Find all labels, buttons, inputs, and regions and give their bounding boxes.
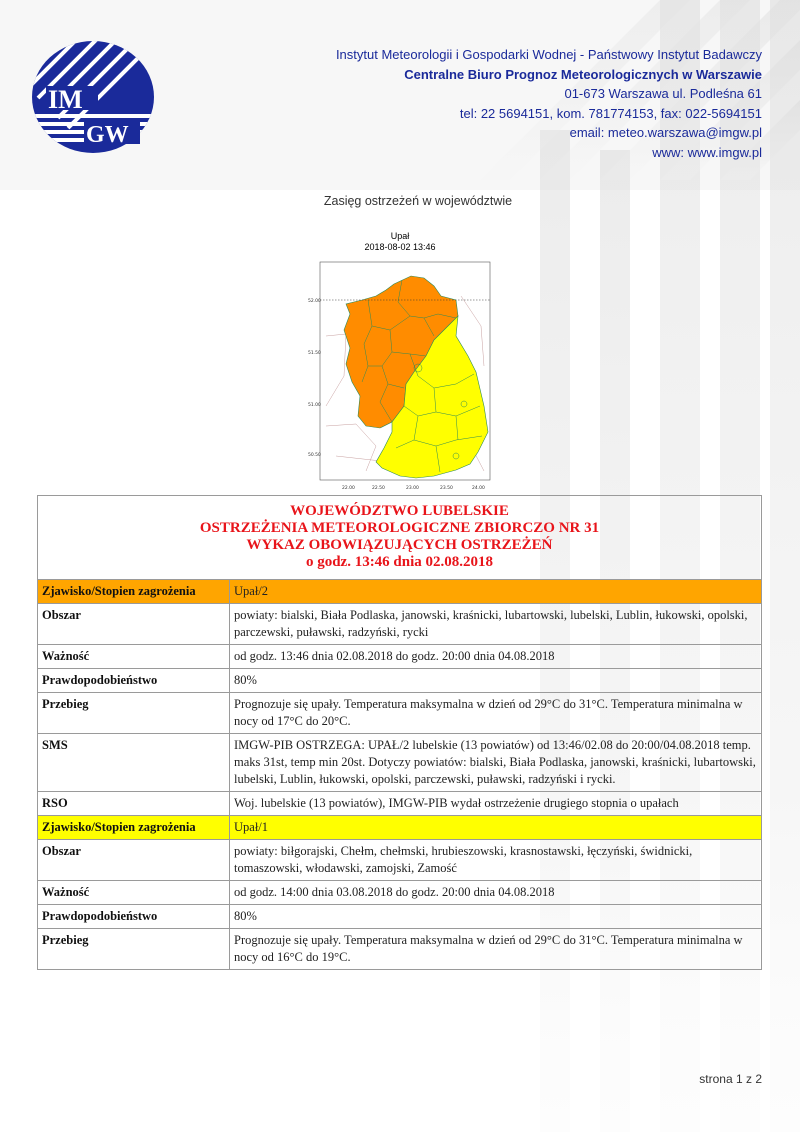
y-tick: 51.50: [308, 351, 321, 356]
warning-1-rso-row: [38, 792, 762, 816]
website[interactable]: www: www.imgw.pl: [652, 144, 762, 160]
imgw-logo: [28, 38, 158, 156]
map-title: Upał: [390, 231, 410, 241]
phenomenon-value: Upał/1: [230, 816, 762, 840]
warning-2-validity-row: [38, 881, 762, 905]
warning-2-probability-row: [38, 905, 762, 929]
phone: tel: 22 5694151, kom. 781774153, fax: 022-5694151: [459, 105, 762, 121]
validity-label: Ważność: [38, 645, 230, 669]
bulletin-title: OSTRZEŻENIA METEOROLOGICZNE ZBIORCZO NR 31: [199, 520, 600, 536]
rso-value: Woj. lubelskie (13 powiatów), IMGW-PIB wydał ostrzeżenie drugiego stopnia o upałach: [230, 792, 762, 816]
map-title-block: [300, 231, 500, 253]
area-label: Obszar: [38, 604, 230, 645]
y-tick: 52.00: [308, 299, 321, 304]
sms-value: IMGW-PIB OSTRZEGA: UPAŁ/2 lubelskie (13 powiatów) od 13:46/02.08 do 20:00/04.08.2018 temp. maks 31st, temp min 20st. Dotyczy powiatów: bialski, Biała Podlaska, janowski, kraśnicki, lubartowski, lubelski, Lublin, łukowski, opolski, parczewski, puławski, radzyński i rycki.: [230, 734, 762, 792]
logo-text-top: IM: [48, 85, 83, 114]
institute-name: Instytut Meteorologii i Gospodarki Wodnej - Państwowy Instytut Badawczy: [335, 47, 762, 62]
probability-label: Prawdopodobieństwo: [38, 669, 230, 693]
phenomenon-label: Zjawisko/Stopien zagrożenia: [38, 580, 230, 604]
title-row: [38, 496, 762, 580]
area-value: powiaty: bialski, Biała Podlaska, janowski, kraśnicki, lubartowski, lubelski, Lublin, łukowski, opolski, parczewski, puławski, radzyński, rycki: [230, 604, 762, 645]
course-value: Prognozuje się upały. Temperatura maksymalna w dzień od 29°C do 31°C. Temperatura minimalna w nocy od 17°C do 20°C.: [230, 693, 762, 734]
office-name: Centralne Biuro Prognoz Meteorologicznych w Warszawie: [404, 66, 762, 82]
validity-value: od godz. 14:00 dnia 03.08.2018 do godz. 20:00 dnia 04.08.2018: [230, 881, 762, 905]
issue-time: o godz. 13:46 dnia 02.08.2018: [305, 554, 494, 570]
y-tick: 51.00: [308, 403, 321, 408]
logo-text-bottom: GW: [86, 122, 129, 148]
probability-label: Prawdopodobieństwo: [38, 905, 230, 929]
warning-1-course-row: [38, 693, 762, 734]
warning-1-sms-row: [38, 734, 762, 792]
area-value: powiaty: biłgorajski, Chełm, chełmski, hrubieszowski, krasnostawski, łęczyński, świdnicki, tomaszowski, włodawski, zamojski, Zamość: [230, 840, 762, 881]
area-label: Obszar: [38, 840, 230, 881]
list-title: WYKAZ OBOWIĄZUJĄCYCH OSTRZEŻEŃ: [246, 537, 553, 553]
phenomenon-value: Upał/2: [230, 580, 762, 604]
x-tick: 24.00: [472, 486, 485, 491]
validity-label: Ważność: [38, 881, 230, 905]
probability-value: 80%: [230, 905, 762, 929]
warning-1-area-row: [38, 604, 762, 645]
phenomenon-label: Zjawisko/Stopien zagrożenia: [38, 816, 230, 840]
institute-header: [336, 45, 762, 162]
report-title: [38, 496, 762, 580]
issue-date: 02.08.2018: [425, 554, 494, 570]
warning-2-phenomenon-row: [38, 816, 762, 840]
course-label: Przebieg: [38, 929, 230, 970]
warning-map: [306, 256, 492, 492]
course-label: Przebieg: [38, 693, 230, 734]
page-number: strona 1 z 2: [699, 1072, 762, 1086]
y-tick: 50.50: [308, 453, 321, 458]
sms-label: SMS: [38, 734, 230, 792]
map-timestamp: 2018-08-02 13:46: [364, 242, 436, 252]
x-tick: 23.00: [406, 486, 419, 491]
course-value: Prognozuje się upały. Temperatura maksymalna w dzień od 29°C do 31°C. Temperatura minimalna w nocy od 16°C do 19°C.: [230, 929, 762, 970]
x-tick: 22.50: [372, 486, 385, 491]
rso-label: RSO: [38, 792, 230, 816]
email[interactable]: email: meteo.warszawa@imgw.pl: [569, 125, 762, 140]
warning-2-course-row: [38, 929, 762, 970]
map-caption: Zasięg ostrzeżeń w województwie: [323, 194, 513, 208]
warning-2-area-row: [38, 840, 762, 881]
x-tick: 22.00: [342, 486, 355, 491]
address: 01-673 Warszawa ul. Podleśna 61: [564, 86, 762, 101]
x-tick: 23.50: [440, 486, 453, 491]
voivodeship-title: WOJEWÓDZTWO LUBELSKIE: [290, 503, 509, 519]
warning-1-phenomenon-row: [38, 580, 762, 604]
warnings-table: [37, 495, 762, 970]
validity-value: od godz. 13:46 dnia 02.08.2018 do godz. 20:00 dnia 04.08.2018: [230, 645, 762, 669]
warning-1-validity-row: [38, 645, 762, 669]
warning-1-probability-row: [38, 669, 762, 693]
probability-value: 80%: [230, 669, 762, 693]
